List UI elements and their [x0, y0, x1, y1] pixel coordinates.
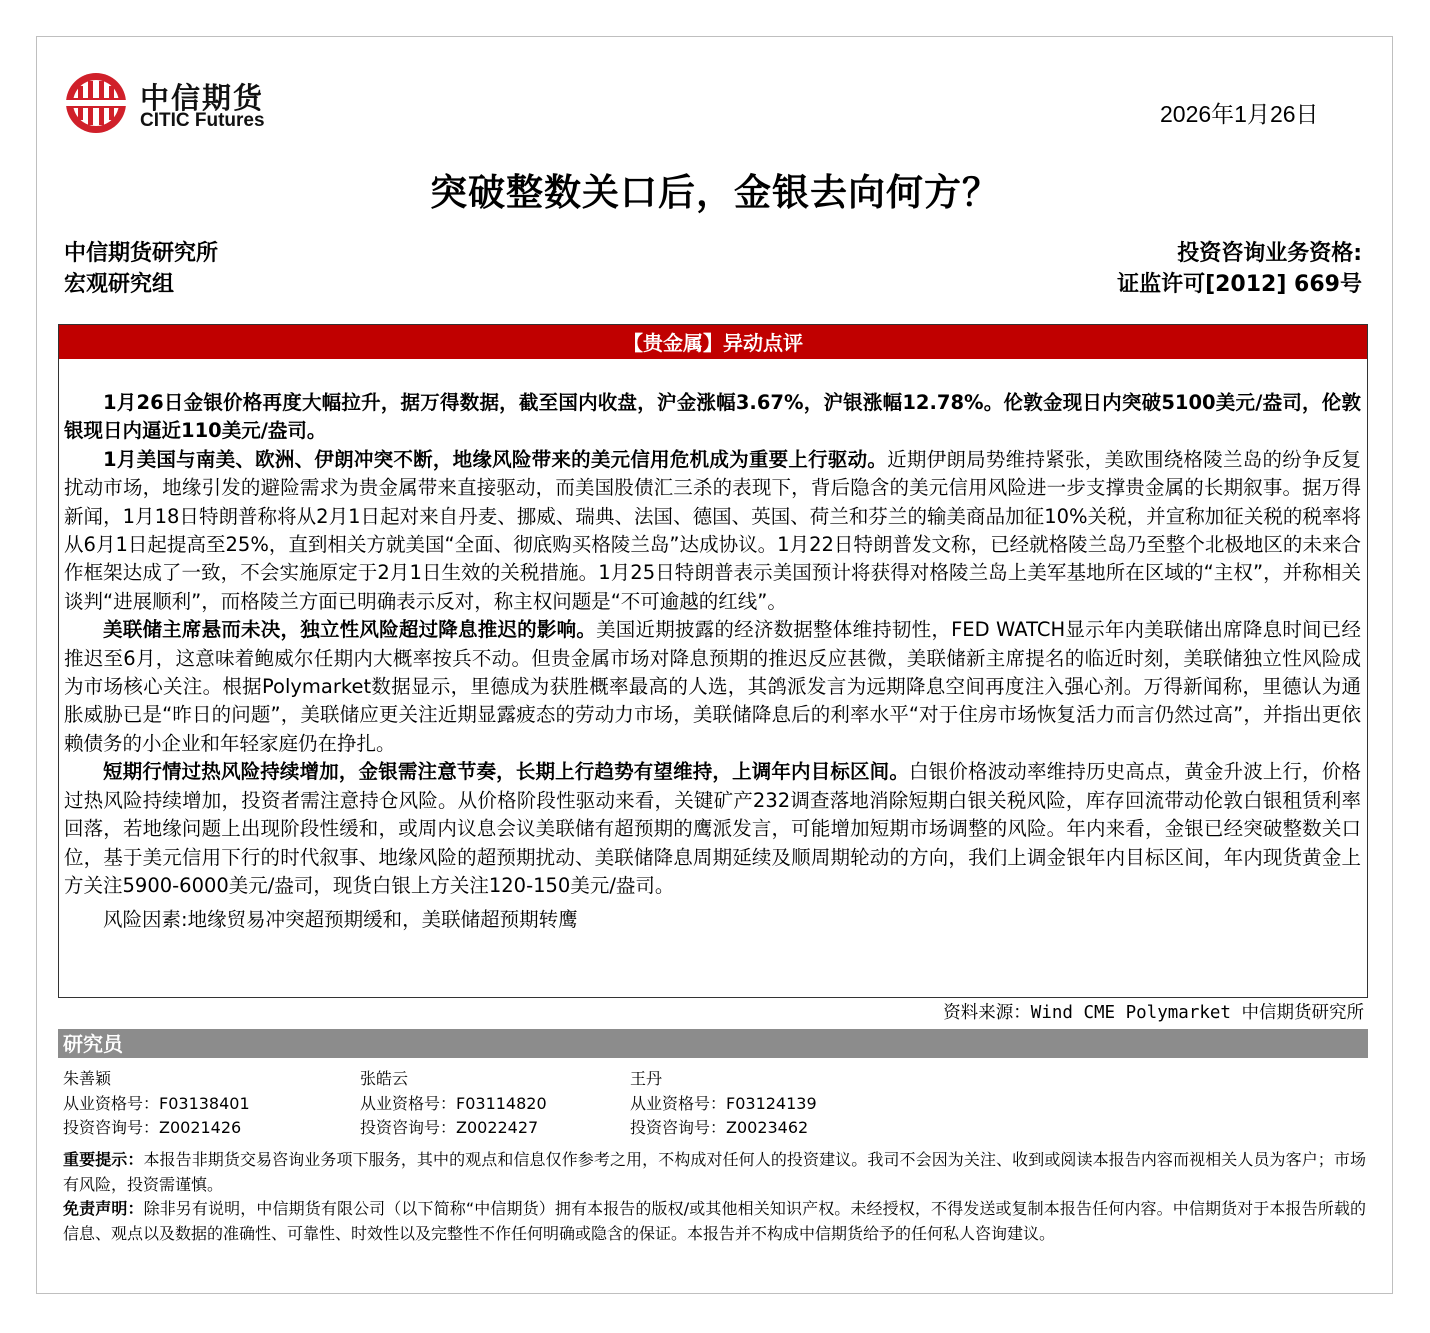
paragraph-3-text: 美国近期披露的经济数据整体维持韧性，FED WATCH显示年内美联储出席降息时间已经推迟至6月，这意味着鲍威尔任期内大概率按兵不动。但贵金属市场对降息预期的推迟反应甚微，美联储新主席提名的临近时刻，美联储独立性风险成为市场核心关注。根据Polymarket数据显示，里德成为获胜概率最高的人选，其鸽派发言为远期降息空间再度注入强心剂。万得新闻称，里德认为通胀威胁已是“昨日的问题”，美联储应更关注近期显露疲态的劳动力市场，美联储降息后的利率水平“对于住房市场恢复活力而言仍然过高”，并指出更依赖债务的小企业和年轻家庭仍在挣扎。 — [64, 618, 1361, 755]
disclaimer-label: 免责声明： — [63, 1199, 144, 1218]
analyst-license: 从业资格号：F03114820 — [360, 1093, 547, 1113]
risk-factors: 风险因素:地缘贸易冲突超预期缓和，美联储超预期转鹰 — [103, 908, 578, 932]
paragraph-3 — [64, 616, 1361, 758]
analyst-license: 从业资格号：F03138401 — [63, 1093, 250, 1113]
important-text: 本报告非期货交易咨询业务项下服务，其中的观点和信息仅作参考之用，不构成对任何人的投资建议。我司不会因为关注、收到或阅读本报告内容而视相关人员为客户；市场有风险，投资需谨慎。 — [63, 1150, 1366, 1194]
report-date: 2026年1月26日 — [1160, 101, 1319, 127]
disclaimer-text: 除非另有说明，中信期货有限公司（以下简称“中信期货）拥有本报告的版权/或其他相关知识产权。未经授权，不得发送或复制本报告任何内容。中信期货对于本报告所载的信息、观点以及数据的准确性、可靠性、时效性以及完整性不作任何明确或隐含的保证。本报告并不构成中信期货给予的任何私人咨询建议。 — [63, 1199, 1366, 1243]
paragraph-4-bold: 短期行情过热风险持续增加，金银需注意节奏，长期上行趋势有望维持，上调年内目标区间。 — [103, 760, 909, 784]
paragraph-2-bold: 1月美国与南美、欧洲、伊朗冲突不断，地缘风险带来的美元信用危机成为重要上行驱动。 — [103, 447, 888, 471]
logo-name-en: CITIC Futures — [140, 110, 265, 131]
commentary-box — [58, 324, 1368, 998]
analyst-consult: 投资咨询号：Z0023462 — [630, 1118, 809, 1137]
paragraph-1 — [64, 389, 1361, 446]
logo-name-cn: 中信期货 — [140, 81, 265, 115]
report-title: 突破整数关口后，金银去向何方？ — [430, 171, 1000, 214]
analyst-card — [63, 1067, 250, 1141]
license-number: 证监许可[2012] 669号 — [1117, 272, 1362, 297]
paragraph-2-text: 近期伊朗局势维持紧张，美欧围绕格陵兰岛的纷争反复扰动市场，地缘引发的避险需求为贵金属带来直接驱动，而美国股债汇三杀的表现下，背后隐含的美元信用风险进一步支撑贵金属的长期叙事。据万得新闻，1月18日特朗普称将从2月1日起对来自丹麦、挪威、瑞典、法国、德国、英国、荷兰和芬兰的输美商品加征10%关税，并宣称加征关税的税率将从6月1日起提高至25%，直到相关方就美国“全面、彻底购买格陵兰岛”达成协议。1月22日特朗普发文称，已经就格陵兰岛乃至整个北极地区的未来合作框架达成了一致，不会实施原定于2月1日生效的关税措施。1月25日特朗普表示美国预计将获得对格陵兰岛上美军基地所在区域的“主权”，并称相关谈判“进展顺利”，而格陵兰方面已明确表示反对，称主权问题是“不可逾越的红线”。 — [64, 447, 1361, 613]
analyst-card — [630, 1067, 817, 1141]
commentary-header: 【贵金属】异动点评 — [59, 325, 1367, 359]
analyst-name: 朱善颖 — [63, 1069, 112, 1088]
paragraph-4 — [64, 758, 1361, 900]
institution-block — [64, 238, 218, 300]
disclaimer — [63, 1197, 1366, 1246]
analysts-section-title: 研究员 — [58, 1029, 1368, 1058]
paragraph-4-text: 白银价格波动率维持历史高点，黄金升波上行，价格过热风险持续增加，投资者需注意持仓风险。从价格阶段性驱动来看，关键矿产232调查落地消除短期白银关税风险，库存回流带动伦敦白银租赁利率回落，若地缘问题上出现阶段性缓和，或周内议息会议美联储有超预期的鹰派发言，可能增加短期市场调整的风险。年内来看，金银已经突破整数关口位，基于美元信用下行的时代叙事、地缘风险的超预期扰动、美联储降息周期延续及顺周期轮动的方向，我们上调金银年内目标区间，年内现货黄金上方关注5900-6000美元/盎司，现货白银上方关注120-150美元/盎司。 — [64, 760, 1361, 897]
qualification-block — [1117, 238, 1362, 300]
data-source: 资料来源：Wind CME Polymarket 中信期货研究所 — [943, 1003, 1364, 1023]
important-notice — [63, 1148, 1366, 1197]
important-label: 重要提示： — [63, 1150, 144, 1169]
analyst-name: 张皓云 — [360, 1069, 409, 1088]
research-group: 宏观研究组 — [64, 272, 175, 297]
paragraph-2 — [64, 446, 1361, 616]
paragraph-3-bold: 美联储主席悬而未决，独立性风险超过降息推迟的影响。 — [103, 618, 597, 642]
institution-name: 中信期货研究所 — [64, 241, 219, 266]
analyst-license: 从业资格号：F03124139 — [630, 1093, 817, 1113]
commentary-body — [59, 359, 1367, 935]
analyst-consult: 投资咨询号：Z0022427 — [360, 1118, 539, 1137]
analyst-consult: 投资咨询号：Z0021426 — [63, 1118, 242, 1137]
analyst-name: 王丹 — [630, 1069, 663, 1088]
qualification-label: 投资咨询业务资格: — [1177, 241, 1362, 266]
paragraph-1-bold: 1月26日金银价格再度大幅拉升，据万得数据，截至国内收盘，沪金涨幅3.67%，沪银涨幅12.78%。伦敦金现日内突破5100美元/盎司，伦敦银现日内逼近110美元/盎司。 — [64, 391, 1361, 443]
analyst-card — [360, 1067, 547, 1141]
